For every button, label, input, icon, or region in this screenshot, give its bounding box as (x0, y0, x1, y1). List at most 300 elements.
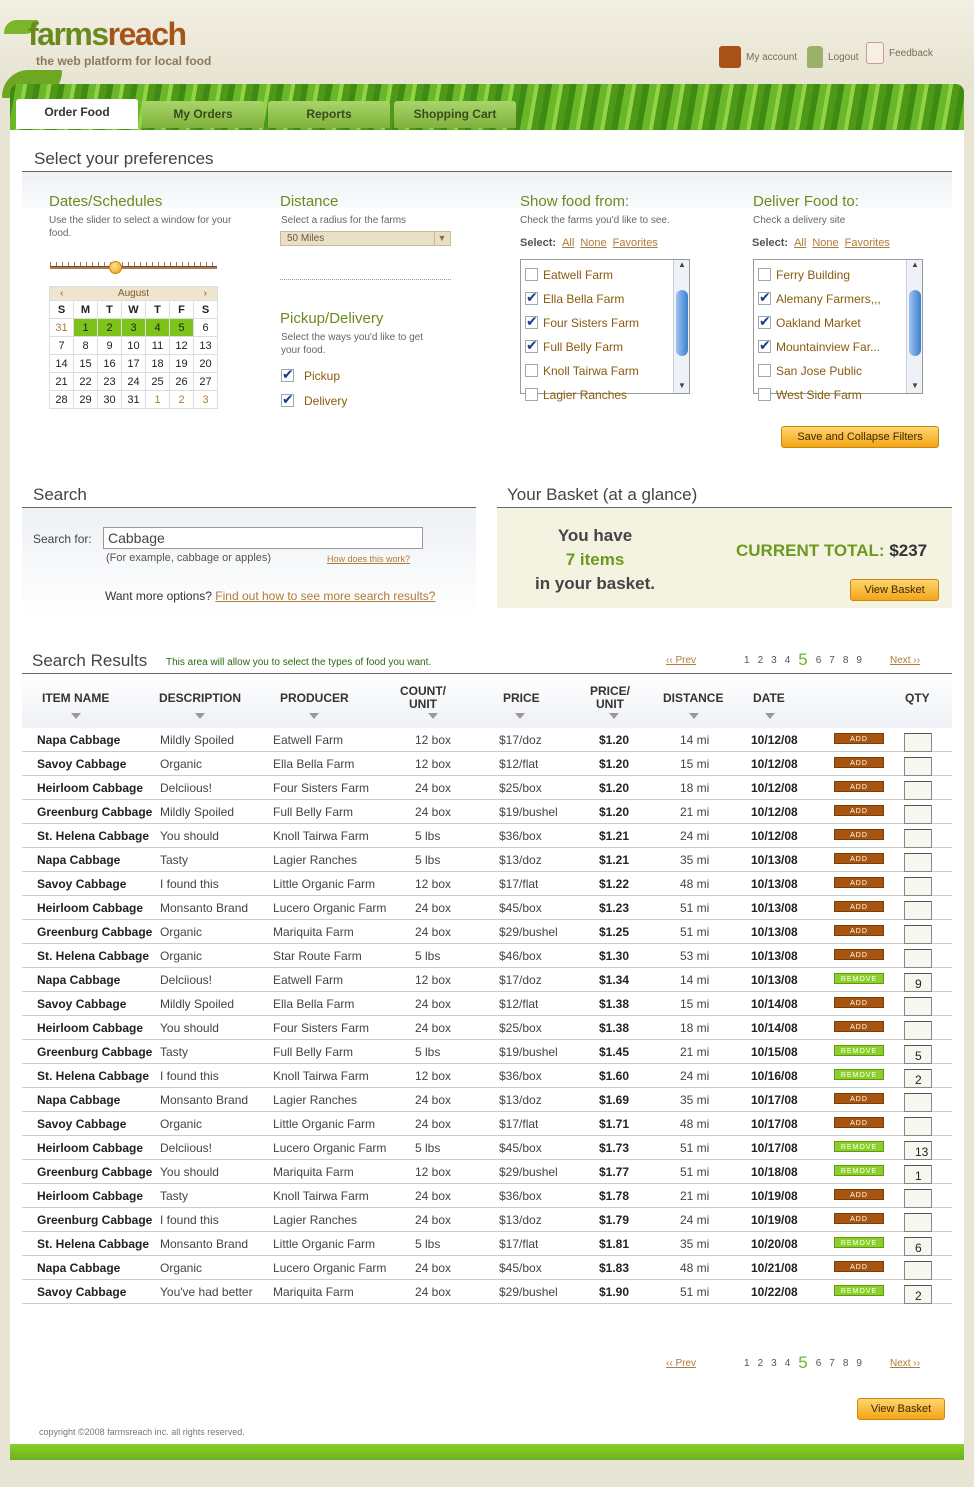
tab-my-orders[interactable]: My Orders (142, 101, 264, 128)
qty-input[interactable]: 6 (904, 1237, 932, 1256)
deliver-title: Deliver Food to: (753, 193, 859, 210)
cell-di: 51 mi (680, 1285, 710, 1299)
add-button[interactable]: ADD (834, 1189, 884, 1200)
calendar-next[interactable]: › (194, 287, 218, 301)
list-checkbox[interactable] (525, 292, 538, 305)
add-button[interactable]: ADD (834, 997, 884, 1008)
list-checkbox[interactable] (525, 388, 538, 401)
cell-dt: 10/13/08 (751, 973, 798, 987)
list-checkbox[interactable] (758, 316, 771, 329)
qty-input[interactable]: 13 (904, 1141, 932, 1160)
qty-input[interactable]: 5 (904, 1045, 932, 1064)
page-link-6[interactable]: 6 (815, 654, 822, 666)
qty-input[interactable] (904, 1261, 932, 1280)
date-slider[interactable] (50, 262, 217, 272)
calendar-day[interactable]: 5 (170, 319, 194, 337)
qty-input[interactable] (904, 1117, 932, 1136)
cell-dt: 10/19/08 (751, 1189, 798, 1203)
cell-pr: Ella Bella Farm (273, 757, 355, 771)
cell-ds: Tasty (160, 1045, 189, 1059)
cell-nm: Heirloom Cabbage (37, 901, 144, 915)
list-checkbox[interactable] (758, 292, 771, 305)
calendar-day[interactable]: 6 (194, 319, 218, 337)
tab-shopping-cart[interactable]: Shopping Cart (394, 101, 516, 128)
cell-pu: $1.73 (599, 1141, 630, 1155)
cell-dt: 10/18/08 (751, 1165, 798, 1179)
cell-pu: $1.23 (599, 901, 630, 915)
prev-page-link[interactable]: ‹‹ Prev (666, 1357, 696, 1369)
view-basket-button-bottom[interactable]: View Basket (857, 1398, 945, 1420)
cell-pc: $45/box (499, 1141, 542, 1155)
cell-ds: I found this (160, 1213, 219, 1227)
page-link-9[interactable]: 9 (856, 654, 862, 666)
add-button[interactable]: ADD (834, 781, 884, 792)
cell-ct: 12 box (415, 733, 452, 747)
calendar-day[interactable]: 23 (98, 373, 122, 391)
calendar-day[interactable]: 7 (50, 337, 74, 355)
page-link-7[interactable]: 7 (829, 1357, 835, 1369)
qty-input[interactable] (904, 781, 932, 800)
weekday-label: F (170, 301, 194, 319)
cell-nm: Savoy Cabbage (37, 1285, 127, 1299)
add-button[interactable]: ADD (834, 1261, 884, 1272)
calendar-day[interactable]: 19 (170, 355, 194, 373)
cell-ct: 12 box (415, 1069, 452, 1083)
cell-ds: Monsanto Brand (160, 901, 249, 915)
cell-pu: $1.20 (599, 805, 630, 819)
table-row (22, 728, 952, 752)
cell-pc: $46/box (499, 949, 542, 963)
list-checkbox[interactable] (525, 364, 538, 377)
add-button[interactable]: ADD (834, 949, 884, 960)
qty-input[interactable] (904, 1213, 932, 1232)
sort-arrow-icon[interactable] (71, 713, 81, 719)
cell-ds: Delciious! (160, 973, 213, 987)
table-row (22, 1016, 952, 1040)
page-link-4[interactable]: 4 (784, 654, 791, 666)
cell-dt: 10/16/08 (751, 1069, 798, 1083)
sort-arrow-icon[interactable] (689, 713, 699, 719)
add-button[interactable]: ADD (834, 757, 884, 768)
page-link-3[interactable]: 3 (771, 1357, 777, 1369)
calendar-day[interactable]: 22 (74, 373, 98, 391)
table-row (22, 1256, 952, 1280)
scroll-up-icon[interactable]: ▲ (911, 260, 919, 269)
cell-pr: Full Belly Farm (273, 1045, 354, 1059)
add-button[interactable]: ADD (834, 805, 884, 816)
sort-arrow-icon[interactable] (609, 713, 619, 719)
qty-input[interactable]: 2 (904, 1069, 932, 1088)
cell-pr: Ella Bella Farm (273, 997, 355, 1011)
calendar-day[interactable]: 21 (50, 373, 74, 391)
cell-ct: 5 lbs (415, 1141, 441, 1155)
qty-input[interactable] (904, 1093, 932, 1112)
cell-di: 51 mi (680, 1141, 710, 1155)
qty-input[interactable] (904, 925, 932, 944)
cell-nm: Napa Cabbage (37, 733, 121, 747)
page-link-2[interactable]: 2 (757, 1357, 764, 1369)
column-header-count[interactable]: COUNT/ UNIT (400, 684, 446, 711)
list-checkbox[interactable] (525, 268, 538, 281)
scroll-down-icon[interactable]: ▼ (678, 381, 686, 390)
cell-pr: Knoll Tairwa Farm (273, 1069, 369, 1083)
showfood-title: Show food from: (520, 193, 630, 210)
deliver-none[interactable]: None (812, 237, 839, 249)
cell-pc: $36/box (499, 1189, 542, 1203)
sort-arrow-icon[interactable] (765, 713, 775, 719)
cell-di: 48 mi (680, 877, 710, 891)
cell-ct: 12 box (415, 757, 452, 771)
cell-pr: Eatwell Farm (273, 973, 344, 987)
cell-nm: St. Helena Cabbage (37, 1237, 150, 1251)
qty-input[interactable]: 2 (904, 1285, 932, 1304)
qty-input[interactable] (904, 949, 932, 968)
cell-dt: 10/12/08 (751, 733, 798, 747)
qty-input[interactable] (904, 901, 932, 920)
briefcase-icon (719, 46, 741, 68)
qty-input[interactable] (904, 805, 932, 824)
qty-input[interactable] (904, 853, 932, 872)
page-link-1[interactable]: 1 (744, 654, 750, 666)
calendar-day[interactable]: 26 (170, 373, 194, 391)
calendar (49, 286, 218, 409)
cell-pu: $1.34 (599, 973, 630, 987)
cell-di: 24 mi (680, 1213, 710, 1227)
page-link-2[interactable]: 2 (757, 654, 764, 666)
cell-pc: $17/flat (499, 877, 539, 891)
how-does-this-work-link[interactable]: How does this work? (327, 554, 411, 564)
page-link-1[interactable]: 1 (744, 1357, 750, 1369)
cell-dt: 10/13/08 (751, 853, 798, 867)
distance-select[interactable]: 50 Miles ▼ (280, 231, 451, 246)
cell-nm: Napa Cabbage (37, 1093, 121, 1107)
checkbox-delivery[interactable] (281, 394, 294, 407)
qty-input[interactable] (904, 877, 932, 896)
cell-nm: Greenburg Cabbage (37, 1213, 153, 1227)
cell-pu: $1.90 (599, 1285, 630, 1299)
qty-input[interactable]: 9 (904, 973, 932, 992)
sort-arrow-icon[interactable] (515, 713, 525, 719)
logo[interactable]: farmsreach (28, 16, 186, 52)
calendar-day[interactable]: 10 (122, 337, 146, 355)
table-row (22, 1232, 952, 1256)
cell-pc: $17/flat (499, 1237, 539, 1251)
cell-pr: Lagier Ranches (273, 1093, 358, 1107)
cell-ds: Organic (160, 757, 203, 771)
cell-pr: Mariquita Farm (273, 925, 354, 939)
cell-pu: $1.78 (599, 1189, 630, 1203)
page-link-5[interactable]: 5 (798, 650, 808, 669)
calendar-day[interactable]: 27 (194, 373, 218, 391)
cell-pc: $13/doz (499, 1093, 542, 1107)
cell-pr: Little Organic Farm (273, 1237, 376, 1251)
add-button[interactable]: ADD (834, 925, 884, 936)
calendar-day[interactable]: 28 (50, 391, 74, 409)
page-link-6[interactable]: 6 (815, 1357, 822, 1369)
cell-pu: $1.25 (599, 925, 630, 939)
cell-ct: 5 lbs (415, 829, 441, 843)
basket-message: You have 7 items in your basket. (535, 526, 655, 593)
cell-ct: 24 box (415, 925, 452, 939)
calendar-day[interactable]: 12 (170, 337, 194, 355)
cell-nm: Heirloom Cabbage (37, 1189, 144, 1203)
showfood-favorites[interactable]: Favorites (612, 237, 658, 249)
calendar-day[interactable]: 30 (98, 391, 122, 409)
qty-input[interactable] (904, 997, 932, 1016)
cell-nm: Savoy Cabbage (37, 997, 127, 1011)
scroll-up-icon[interactable]: ▲ (678, 260, 686, 269)
cell-ds: You should (160, 1021, 219, 1035)
list-checkbox[interactable] (758, 268, 771, 281)
cell-pu: $1.45 (599, 1045, 630, 1059)
calendar-prev[interactable]: ‹ (50, 287, 74, 301)
cell-pc: $29/bushel (499, 1165, 558, 1179)
cell-di: 48 mi (680, 1261, 710, 1275)
qty-input[interactable] (904, 1021, 932, 1040)
cell-pu: $1.77 (599, 1165, 630, 1179)
calendar-day[interactable]: 11 (146, 337, 170, 355)
cell-ds: I found this (160, 1069, 219, 1083)
cell-di: 24 mi (680, 1069, 710, 1083)
add-button[interactable]: ADD (834, 829, 884, 840)
view-basket-button[interactable]: View Basket (850, 579, 939, 601)
add-button[interactable]: ADD (834, 1117, 884, 1128)
remove-button[interactable]: REMOVE (834, 1045, 884, 1056)
cell-nm: Napa Cabbage (37, 973, 121, 987)
sort-arrow-icon[interactable] (309, 713, 319, 719)
cell-pu: $1.38 (599, 997, 630, 1011)
list-checkbox[interactable] (525, 340, 538, 353)
cell-dt: 10/17/08 (751, 1117, 798, 1131)
column-header-producer[interactable]: PRODUCER (280, 691, 349, 705)
cell-pr: Little Organic Farm (273, 1117, 376, 1131)
column-header-distance[interactable]: DISTANCE (663, 691, 724, 705)
calendar-day[interactable]: 1 (146, 391, 170, 409)
farm-list: Lagier Ranches Knoll Tairwa Farm ✔ Full Belly Farm ✔ Four Sisters Farm ✔ Ella Bella Farm Eatwell Farm ▲ ▼ (520, 259, 690, 394)
showfood-none[interactable]: None (580, 237, 607, 249)
more-options-text: Want more options? Find out how to see more search results? (105, 589, 436, 603)
cell-nm: Savoy Cabbage (37, 877, 127, 891)
calendar-day[interactable]: 13 (194, 337, 218, 355)
checkbox-pickup[interactable] (281, 369, 294, 382)
cell-ds: Organic (160, 925, 203, 939)
remove-button[interactable]: REMOVE (834, 1285, 884, 1296)
cell-pr: Knoll Tairwa Farm (273, 1189, 369, 1203)
cell-pu: $1.20 (599, 733, 630, 747)
calendar-day[interactable]: 2 (98, 319, 122, 337)
cell-ds: Monsanto Brand (160, 1093, 249, 1107)
calendar-day[interactable]: 3 (194, 391, 218, 409)
deliver-favorites[interactable]: Favorites (844, 237, 890, 249)
page-link-7[interactable]: 7 (829, 654, 835, 666)
cell-di: 53 mi (680, 949, 710, 963)
cell-pu: $1.20 (599, 781, 630, 795)
cell-pr: Eatwell Farm (273, 733, 344, 747)
cell-ct: 24 box (415, 1189, 452, 1203)
add-button[interactable]: ADD (834, 1093, 884, 1104)
cell-pr: Full Belly Farm (273, 805, 354, 819)
cell-nm: Greenburg Cabbage (37, 805, 153, 819)
list-checkbox[interactable] (525, 316, 538, 329)
cell-nm: Napa Cabbage (37, 1261, 121, 1275)
table-row (22, 1064, 952, 1088)
calendar-day[interactable]: 9 (98, 337, 122, 355)
cell-ct: 24 box (415, 1093, 452, 1107)
cell-ds: Delciious! (160, 781, 213, 795)
cell-nm: St. Helena Cabbage (37, 829, 150, 843)
qty-input[interactable] (904, 1189, 932, 1208)
add-button[interactable]: ADD (834, 733, 884, 744)
page-link-4[interactable]: 4 (784, 1357, 791, 1369)
cell-dt: 10/15/08 (751, 1045, 798, 1059)
calendar-day[interactable]: 8 (74, 337, 98, 355)
remove-button[interactable]: REMOVE (834, 1165, 884, 1176)
cell-nm: Greenburg Cabbage (37, 925, 153, 939)
cell-pc: $29/bushel (499, 1285, 558, 1299)
calendar-day[interactable]: 16 (98, 355, 122, 373)
page-link-3[interactable]: 3 (771, 654, 777, 666)
qty-input[interactable] (904, 757, 932, 776)
list-checkbox[interactable] (758, 364, 771, 377)
cell-di: 35 mi (680, 853, 710, 867)
calendar-day[interactable]: 14 (50, 355, 74, 373)
calendar-day[interactable]: 18 (146, 355, 170, 373)
qty-input[interactable] (904, 829, 932, 848)
weekday-label: T (146, 301, 170, 319)
calendar-day[interactable]: 20 (194, 355, 218, 373)
calendar-day[interactable]: 31 (122, 391, 146, 409)
cell-pc: $19/bushel (499, 1045, 558, 1059)
prev-page-link[interactable]: ‹‹ Prev (666, 654, 696, 666)
add-button[interactable]: ADD (834, 1213, 884, 1224)
distance-note: Select a radius for the farms (281, 215, 407, 226)
scroll-down-icon[interactable]: ▼ (911, 381, 919, 390)
add-button[interactable]: ADD (834, 877, 884, 888)
cell-ct: 24 box (415, 1285, 452, 1299)
search-example: (For example, cabbage or apples) (106, 552, 272, 564)
cell-dt: 10/22/08 (751, 1285, 798, 1299)
cell-pr: Knoll Tairwa Farm (273, 829, 369, 843)
list-checkbox[interactable] (758, 388, 771, 401)
cell-ct: 5 lbs (415, 1045, 441, 1059)
cell-ct: 24 box (415, 805, 452, 819)
cell-pu: $1.22 (599, 877, 630, 891)
add-button[interactable]: ADD (834, 901, 884, 912)
calendar-day[interactable]: 25 (146, 373, 170, 391)
save-collapse-filters-button[interactable]: Save and Collapse Filters (781, 426, 939, 448)
table-row (22, 872, 952, 896)
tagline: the web platform for local food (36, 54, 212, 68)
column-header-desc[interactable]: DESCRIPTION (159, 691, 242, 705)
page-link-8[interactable]: 8 (842, 654, 849, 666)
cell-di: 18 mi (680, 1021, 710, 1035)
calendar-day[interactable]: 3 (122, 319, 146, 337)
calendar-day[interactable]: 2 (170, 391, 194, 409)
column-header-ppu[interactable]: PRICE/ UNIT (590, 684, 631, 711)
showfood-all[interactable]: All (562, 237, 575, 249)
next-page-link[interactable]: Next ›› (889, 1357, 920, 1369)
remove-button[interactable]: REMOVE (834, 1141, 884, 1152)
calendar-day[interactable]: 24 (122, 373, 146, 391)
calendar-day[interactable]: 29 (74, 391, 98, 409)
tab-order-food[interactable]: Order Food (16, 99, 138, 129)
cell-pc: $36/box (499, 1069, 542, 1083)
cell-pc: $13/doz (499, 853, 542, 867)
cell-ds: Organic (160, 1117, 203, 1131)
page-link-5[interactable]: 5 (798, 1353, 808, 1372)
column-header-price[interactable]: PRICE (503, 691, 540, 705)
my-account-link[interactable]: My account (719, 46, 797, 68)
cell-pc: $25/box (499, 1021, 542, 1035)
cell-dt: 10/20/08 (751, 1237, 798, 1251)
table-row (22, 1184, 952, 1208)
list-checkbox[interactable] (758, 340, 771, 353)
sort-arrow-icon[interactable] (428, 713, 438, 719)
slider-knob[interactable] (109, 261, 122, 274)
label-pickup: Pickup (304, 369, 341, 383)
page-link-8[interactable]: 8 (842, 1357, 849, 1369)
cell-pr: Lagier Ranches (273, 1213, 358, 1227)
column-header-qty[interactable]: QTY (905, 691, 930, 705)
page-link-9[interactable]: 9 (856, 1357, 862, 1369)
cell-dt: 10/17/08 (751, 1093, 798, 1107)
table-row (22, 752, 952, 776)
deliver-all[interactable]: All (794, 237, 807, 249)
calendar-day[interactable]: 1 (74, 319, 98, 337)
cell-di: 14 mi (680, 973, 710, 987)
qty-input[interactable]: 1 (904, 1165, 932, 1184)
cell-di: 14 mi (680, 733, 710, 747)
cell-nm: Greenburg Cabbage (37, 1045, 153, 1059)
add-button[interactable]: ADD (834, 1021, 884, 1032)
cell-pr: Lucero Organic Farm (273, 901, 387, 915)
add-button[interactable]: ADD (834, 853, 884, 864)
column-header-date[interactable]: DATE (753, 691, 785, 705)
table-row (22, 776, 952, 800)
remove-button[interactable]: REMOVE (834, 1237, 884, 1248)
column-header-name[interactable]: ITEM NAME (42, 691, 110, 705)
qty-input[interactable] (904, 733, 932, 752)
cell-ds: You should (160, 1165, 219, 1179)
label-delivery: Delivery (304, 394, 348, 408)
calendar-day[interactable]: 15 (74, 355, 98, 373)
remove-button[interactable]: REMOVE (834, 1069, 884, 1080)
search-title: Search (33, 485, 87, 504)
cell-pc: $45/box (499, 901, 542, 915)
calendar-day[interactable]: 31 (50, 319, 74, 337)
feedback-link[interactable]: Feedback (866, 42, 933, 64)
cell-pc: $17/doz (499, 973, 542, 987)
more-options-link[interactable]: Find out how to see more search results? (215, 589, 436, 603)
logout-link[interactable]: Logout (807, 46, 859, 68)
search-input[interactable]: Cabbage (103, 527, 423, 549)
scrollbar[interactable] (673, 260, 689, 393)
weekday-label: S (50, 301, 74, 319)
cell-pu: $1.71 (599, 1117, 630, 1131)
showfood-note: Check the farms you'd like to see. (520, 215, 670, 226)
remove-button[interactable]: REMOVE (834, 973, 884, 984)
calendar-day[interactable]: 17 (122, 355, 146, 373)
sort-arrow-icon[interactable] (195, 713, 205, 719)
cell-dt: 10/12/08 (751, 829, 798, 843)
scrollbar[interactable] (906, 260, 922, 393)
tab-reports[interactable]: Reports (268, 101, 390, 128)
cell-dt: 10/12/08 (751, 805, 798, 819)
next-page-link[interactable]: Next ›› (889, 654, 920, 666)
cell-di: 51 mi (680, 1165, 710, 1179)
calendar-day[interactable]: 4 (146, 319, 170, 337)
cell-pu: $1.38 (599, 1021, 630, 1035)
